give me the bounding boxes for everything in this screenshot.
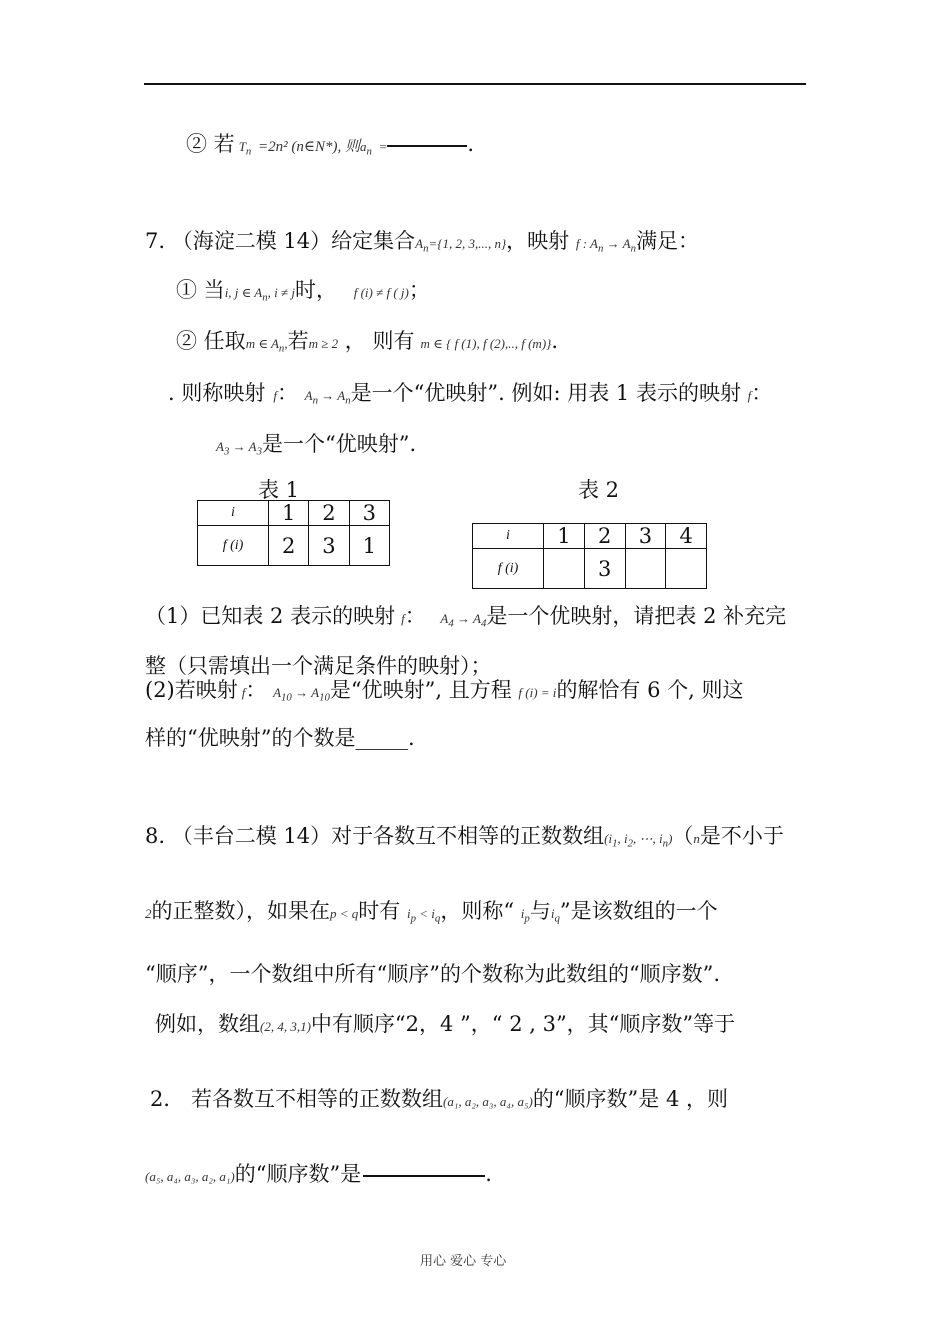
q8-line2: 2的正整数），如果在p < q时有 $i_p < i_q$，则称“ $i_p$与$i_q$”是该数组的一个 — [145, 899, 718, 925]
q8-line3: “顺序”，一个数组中所有“顺序”的个数称为此数组的“顺序数”. — [145, 962, 721, 986]
q7-part1: （1）已知表 2 表示的映射 f： $A_4 \to A_4$是一个优映射，请把表 2 补充完 — [145, 604, 787, 630]
table-row: i 1 2 3 4 — [473, 524, 707, 549]
q7-part2-cont: 样的“优映射”的个数是_____. — [145, 726, 415, 750]
table-row: f (i) 2 3 1 — [198, 526, 390, 566]
q7-definition: . 则称映射 f： $A_n \to A_n$是一个“优映射”. 例如: 用表 1 表示的映射 f： — [168, 381, 773, 407]
q7-part1-cont: 整（只需填出一个满足条件的映射）； — [145, 654, 492, 678]
answer-blank — [387, 145, 467, 147]
table-row: i 1 2 3 — [198, 501, 390, 526]
q6-item2: ② 若 $T_n =2n^2$ (n∈N*), 则$a_n$ = . — [186, 132, 475, 158]
answer-blank: _____ — [355, 726, 408, 750]
table2-caption: 表 2 — [578, 478, 620, 502]
q7-condition-2: ② 任取m ∈ $A_n$,若m ≥ 2 ， 则有 m ∈ { f (1), f (2),.., f (m)}. — [176, 329, 559, 355]
table1-caption: 表 1 — [258, 478, 300, 502]
q8-line6: (a₅, a₄, a₃, a₂, a₁)的“顺序数”是 . — [145, 1162, 492, 1186]
header-rule — [144, 83, 806, 85]
q7-stem: 7. （海淀二模 14）给定集合$A_n=\{1$, 2, 3,..., n}，映射 f : $A_n \to A_n$满足： — [145, 229, 700, 255]
table-row: f (i) 3 — [473, 549, 707, 589]
q8-line5: 2． 若各数互不相等的正数数组(a₁, a₂, a₃, a₄, a₅)的“顺序数”是 4 ，则 — [150, 1087, 728, 1111]
page-footer: 用心 爱心 专心 — [420, 1254, 507, 1269]
q7-example: $A_3 \to A_3$是一个“优映射”. — [216, 432, 417, 458]
q7-part2: (2)若映射 f： $A_{10} \to A_{10}$是“优映射”, 且方程 f (i) = i的解恰有 6 个, 则这 — [145, 678, 744, 704]
table2 — [472, 523, 707, 589]
answer-blank — [363, 1175, 485, 1177]
table1 — [197, 500, 390, 566]
q8-line4: 例如，数组(2, 4, 3,1)中有顺序“2，4 ”，“ 2 , 3”，其“顺序数”等于 — [155, 1012, 736, 1036]
q8-line1: 8. （丰台二模 14）对于各数互不相等的正数数组($i_1$, $i_2$, ⋯, $i_n)(n$是不小于 — [145, 824, 784, 850]
q7-condition-1: ① 当i, j ∈ $A_n$, i ≠ j时， f (i) ≠ f ( j)； — [176, 278, 430, 304]
